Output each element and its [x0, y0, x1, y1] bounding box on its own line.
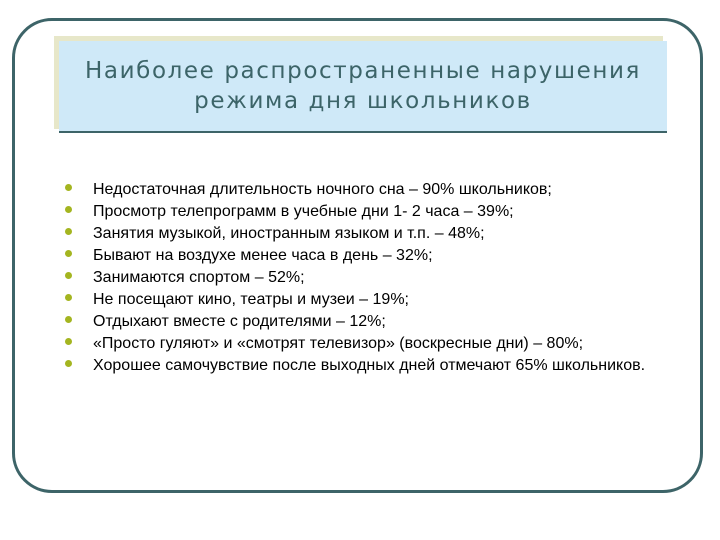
- bullet-text: Недостаточная длительность ночного сна – 90% школьников;: [93, 181, 552, 198]
- bullet-text: «Просто гуляют» и «смотрят телевизор» (воскресные дни) – 80%;: [93, 335, 584, 352]
- bullet-text: Не посещают кино, театры и музеи – 19%;: [93, 291, 409, 308]
- bullet-dot-icon: [65, 338, 72, 345]
- bullet-dot-icon: [65, 228, 72, 235]
- bullet-dot-icon: [65, 184, 72, 191]
- bullet-item: [64, 203, 664, 221]
- bullet-dot-icon: [65, 250, 72, 257]
- bullet-item: [64, 225, 664, 243]
- bullet-item: [64, 269, 664, 287]
- bullet-dot-icon: [65, 206, 72, 213]
- bullet-list: [64, 181, 664, 379]
- bullet-item: [64, 181, 664, 199]
- bullet-dot-icon: [65, 316, 72, 323]
- bullet-item: [64, 313, 664, 331]
- bullet-item: [64, 247, 664, 265]
- bullet-item: [64, 291, 664, 309]
- bullet-dot-icon: [65, 360, 72, 367]
- bullet-item: [64, 357, 664, 375]
- title-line-1: Наиболее распространенные нарушения: [85, 58, 641, 84]
- bullet-dot-icon: [65, 294, 72, 301]
- bullet-dot-icon: [65, 272, 72, 279]
- bullet-text: Отдыхают вместе с родителями – 12%;: [93, 313, 386, 330]
- bullet-text: Хорошее самочувствие после выходных дней отмечают 65% школьников.: [93, 357, 646, 374]
- bullet-text: Бывают на воздухе менее часа в день – 32%;: [93, 247, 433, 264]
- bullet-text: Просмотр телепрограмм в учебные дни 1- 2 часа – 39%;: [93, 203, 514, 220]
- bullet-text: Занимаются спортом – 52%;: [93, 269, 305, 286]
- slide-title: [85, 56, 641, 116]
- bullet-text: Занятия музыкой, иностранным языком и т.п. – 48%;: [93, 225, 485, 242]
- bullet-item: [64, 335, 664, 353]
- title-box: [59, 41, 667, 133]
- title-line-2: режима дня школьников: [194, 88, 532, 114]
